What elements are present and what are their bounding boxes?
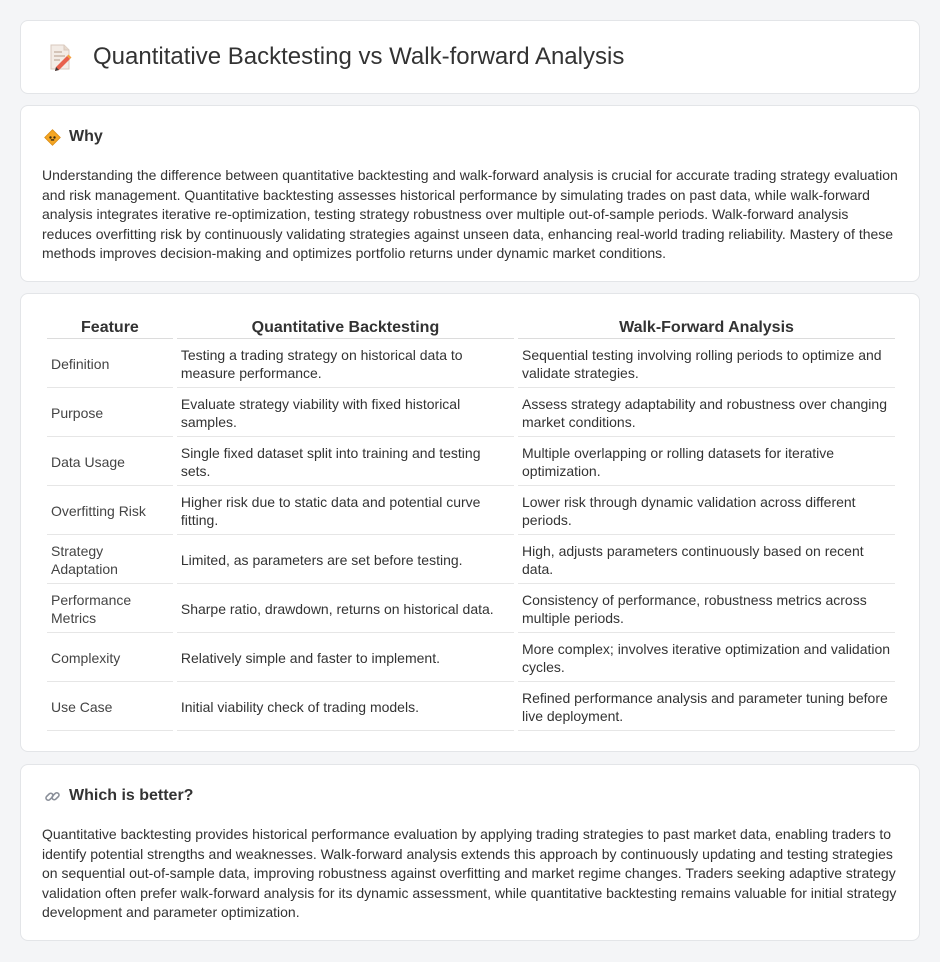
row-walkforward-cell: High, adjusts parameters continuously based on recent data.: [518, 536, 895, 584]
row-feature: Use Case: [47, 683, 173, 731]
row-walkforward-cell: Multiple overlapping or rolling datasets for iterative optimization.: [518, 438, 895, 486]
header-walk-forward-analysis: Walk-Forward Analysis: [518, 317, 895, 339]
table-row: [47, 585, 895, 633]
why-title: Why: [69, 128, 103, 145]
row-backtesting-cell: Initial viability check of trading models.: [177, 683, 514, 731]
row-backtesting-cell: Limited, as parameters are set before testing.: [177, 536, 514, 584]
table-row: [47, 683, 895, 731]
row-backtesting-cell: Evaluate strategy viability with fixed historical samples.: [177, 389, 514, 437]
comparison-table: [43, 316, 899, 732]
table-row: [47, 438, 895, 486]
table-header-row: [47, 317, 895, 339]
row-walkforward-cell: Assess strategy adaptability and robustness over changing market conditions.: [518, 389, 895, 437]
why-card: [20, 105, 920, 282]
better-text: Quantitative backtesting provides historical performance evaluation by applying trading strategies to past market data, enabling traders to identify potential strengths and weaknesses. Walk-forward analysis extends this approach by continuously updating and testing strategies on sequential out-of-sample data, improving robustness against overfitting and market regime changes. Traders seeking adaptive strategy validation often prefer walk-forward analysis for its dynamic assessment, while quantitative backtesting remains valuable for initial strategy development and parameter optimization.: [42, 826, 897, 921]
row-feature: Overfitting Risk: [47, 487, 173, 535]
why-text: Understanding the difference between quantitative backtesting and walk-forward analysis is crucial for accurate trading strategy evaluation and risk management. Quantitative backtesting assesses historical performance by simulating trades on past data, while walk-forward analysis integrates iterative re-optimization, testing strategy robustness over multiple out-of-sample periods. Walk-forward analysis reduces overfitting risk by continuously validating strategies against unseen data, enhancing real-world trading reliability. Mastery of these methods improves decision-making and optimizes portfolio returns under dynamic market conditions.: [42, 167, 898, 262]
table-row: [47, 536, 895, 584]
title-card: [20, 20, 920, 94]
row-feature: Data Usage: [47, 438, 173, 486]
table-row: [47, 634, 895, 682]
better-title: Which is better?: [69, 787, 194, 804]
row-feature: Complexity: [47, 634, 173, 682]
table-row: [47, 389, 895, 437]
table-row: [47, 340, 895, 388]
row-backtesting-cell: Single fixed dataset split into training and testing sets.: [177, 438, 514, 486]
row-walkforward-cell: Refined performance analysis and parameter tuning before live deployment.: [518, 683, 895, 731]
better-heading: [44, 787, 193, 805]
row-backtesting-cell: Relatively simple and faster to implement.: [177, 634, 514, 682]
row-feature: Performance Metrics: [47, 585, 173, 633]
why-heading: [44, 128, 103, 146]
row-walkforward-cell: Lower risk through dynamic validation across different periods.: [518, 487, 895, 535]
header-feature: Feature: [47, 317, 173, 339]
row-walkforward-cell: More complex; involves iterative optimization and validation cycles.: [518, 634, 895, 682]
comparison-card: [20, 293, 920, 752]
table-row: [47, 487, 895, 535]
row-feature: Purpose: [47, 389, 173, 437]
page-title: Quantitative Backtesting vs Walk-forward Analysis: [93, 43, 625, 70]
which-is-better-card: [20, 764, 920, 941]
link-icon: [44, 788, 61, 805]
row-feature: Definition: [47, 340, 173, 388]
header-quantitative-backtesting: Quantitative Backtesting: [177, 317, 514, 339]
row-feature: Strategy Adaptation: [47, 536, 173, 584]
row-backtesting-cell: Higher risk due to static data and potential curve fitting.: [177, 487, 514, 535]
diamond-sign-icon: [44, 129, 61, 146]
title-row: [47, 43, 624, 71]
row-backtesting-cell: Sharpe ratio, drawdown, returns on historical data.: [177, 585, 514, 633]
row-walkforward-cell: Consistency of performance, robustness metrics across multiple periods.: [518, 585, 895, 633]
row-walkforward-cell: Sequential testing involving rolling periods to optimize and validate strategies.: [518, 340, 895, 388]
document-pencil-icon: [47, 43, 73, 71]
row-backtesting-cell: Testing a trading strategy on historical data to measure performance.: [177, 340, 514, 388]
